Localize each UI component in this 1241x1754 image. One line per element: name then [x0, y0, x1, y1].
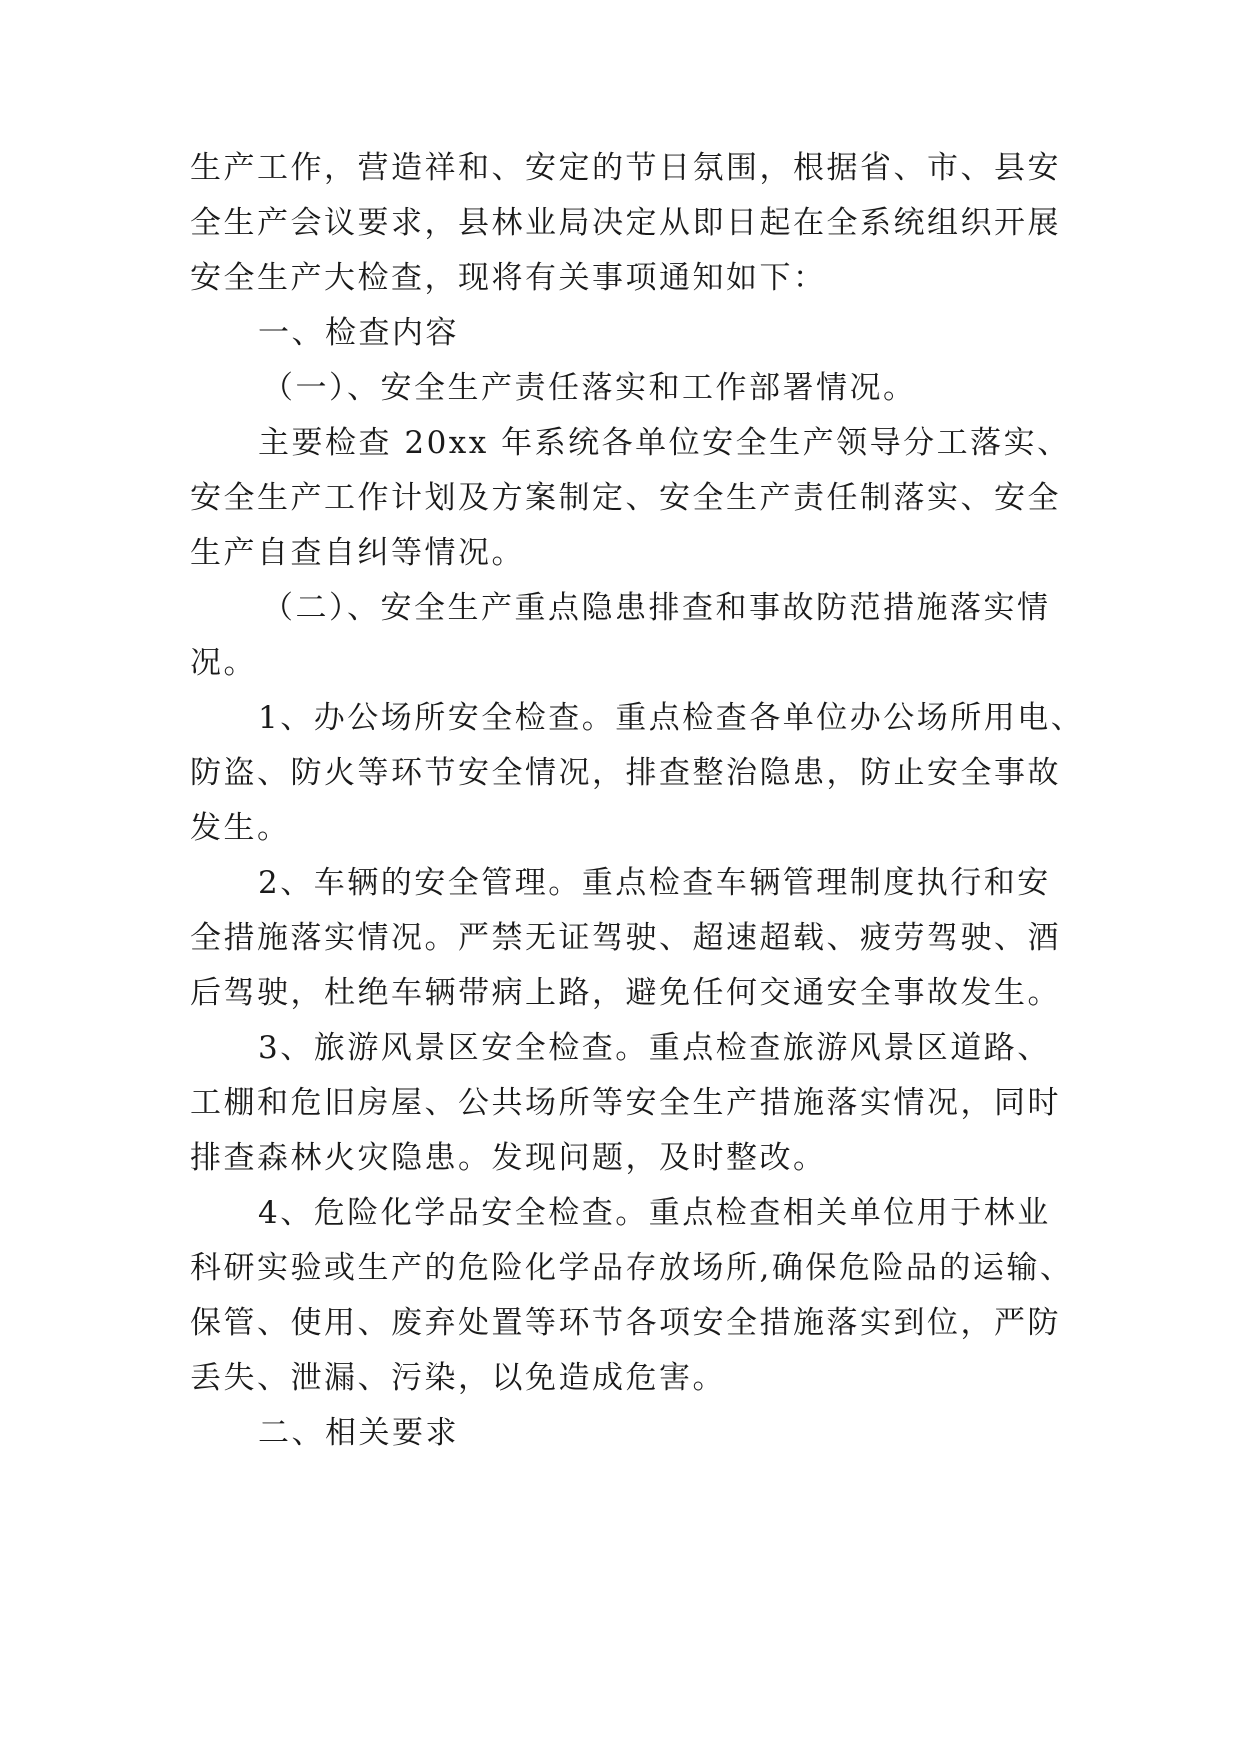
text-line: 1、办公场所安全检查。重点检查各单位办公场所用电、: [258, 700, 1085, 736]
text-line: 生产自查自纠等情况。: [190, 535, 525, 571]
section-heading: 一、检查内容: [258, 315, 459, 351]
text-line: 主要检查 20xx 年系统各单位安全生产领导分工落实、: [258, 425, 1071, 461]
subsection-heading: （二）、安全生产重点隐患排查和事故防范措施落实情: [262, 590, 1051, 626]
text-line: 发生。: [190, 810, 291, 846]
text-line: 科研实验或生产的危险化学品存放场所,确保危险品的运输、: [190, 1250, 1074, 1286]
text-line: 全生产会议要求，县林业局决定从即日起在全系统组织开展: [190, 205, 1061, 241]
text-line: 2、车辆的安全管理。重点检查车辆管理制度执行和安: [258, 865, 1051, 901]
text-line: 生产工作，营造祥和、安定的节日氛围，根据省、市、县安: [190, 150, 1061, 186]
text-line: 安全生产工作计划及方案制定、安全生产责任制落实、安全: [190, 480, 1061, 516]
text-line: 防盗、防火等环节安全情况，排查整治隐患，防止安全事故: [190, 755, 1061, 791]
section-heading: 二、相关要求: [258, 1415, 459, 1451]
text-line: 安全生产大检查，现将有关事项通知如下：: [190, 260, 827, 296]
text-line: 丢失、泄漏、污染，以免造成危害。: [190, 1360, 726, 1396]
text-line: 保管、使用、废弃处置等环节各项安全措施落实到位，严防: [190, 1305, 1061, 1341]
text-line: 况。: [190, 645, 257, 681]
subsection-heading: （一）、安全生产责任落实和工作部署情况。: [262, 370, 917, 406]
text-line: 后驾驶，杜绝车辆带病上路，避免任何交通安全事故发生。: [190, 975, 1061, 1011]
text-line: 排查森林火灾隐患。发现问题，及时整改。: [190, 1140, 827, 1176]
text-line: 3、旅游风景区安全检查。重点检查旅游风景区道路、: [258, 1030, 1051, 1066]
text-line: 全措施落实情况。严禁无证驾驶、超速超载、疲劳驾驶、酒: [190, 920, 1061, 956]
text-line: 工棚和危旧房屋、公共场所等安全生产措施落实情况，同时: [190, 1085, 1061, 1121]
text-line: 4、危险化学品安全检查。重点检查相关单位用于林业: [258, 1195, 1051, 1231]
